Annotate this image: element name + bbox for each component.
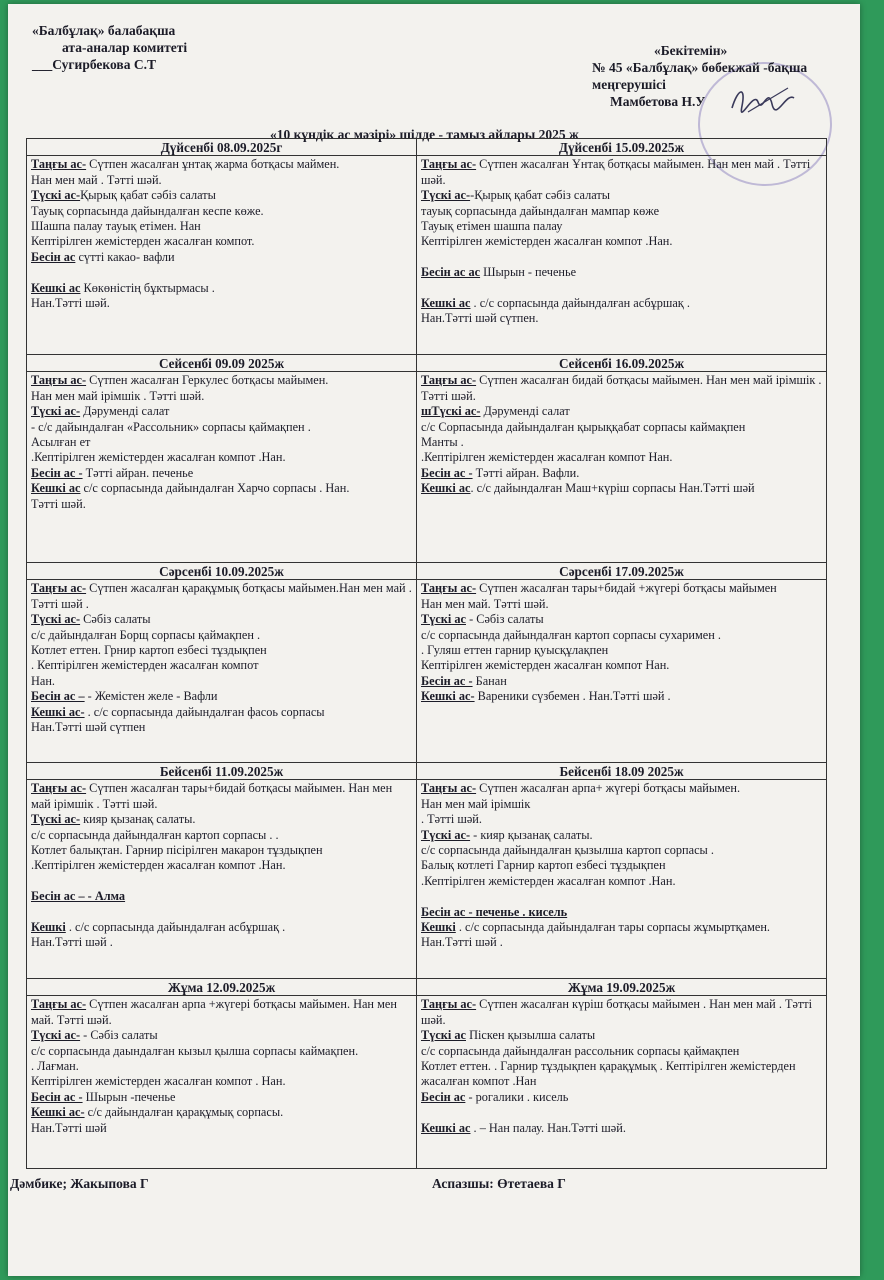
meal-text: Көкөністің бұктырмасы .: [80, 280, 215, 295]
menu-line: [421, 404, 822, 419]
menu-line: [31, 466, 412, 481]
menu-line: [31, 420, 412, 435]
menu-line: [421, 373, 822, 404]
menu-line: [421, 420, 822, 435]
meal-text: с/с сорпасында дайындалған қызылша картоп сорпасы .: [421, 843, 714, 858]
day-cell: [27, 139, 417, 355]
menu-line: [31, 889, 412, 904]
menu-line: [421, 628, 822, 643]
menu-line: [31, 935, 412, 950]
menu-table: [26, 138, 827, 1169]
meal-text: .Кептірілген жемістерден жасалған компот Нан.: [421, 450, 673, 465]
meal-text: Тауық сорпасында дайындалған кеспе көже.: [31, 203, 264, 218]
meal-text: Котлет еттен. Грнир картоп езбесі тұздықпен: [31, 643, 267, 658]
menu-line: [421, 265, 822, 280]
day-heading: Сәрсенбі 17.09.2025ж: [417, 563, 826, 580]
day-heading: Сейсенбі 16.09.2025ж: [417, 355, 826, 372]
day-heading: Дүйсенбі 08.09.2025г: [27, 139, 416, 156]
meal-text: Сүтпен жасалған арпа +жүгері ботқасы майымен. Нан мен май. Тәтті шәй.: [31, 997, 397, 1027]
menu-line: [421, 1028, 822, 1043]
menu-line: [31, 874, 412, 889]
meal-text: Балық котлеті Гарнир картоп езбесі тұздықпен: [421, 858, 666, 873]
menu-line: [421, 234, 822, 249]
meal-text: Банан: [472, 673, 507, 688]
meal-label: Бесін ас: [421, 1089, 466, 1104]
meal-label: Кешкі ас-: [31, 1105, 85, 1120]
menu-line: [31, 1121, 412, 1136]
menu-line: [421, 1121, 822, 1136]
approval-line-2: № 45 «Балбұлақ» бөбекжай -бақша: [592, 60, 808, 75]
meal-label: Бесін ас – - Алма: [31, 889, 126, 904]
meal-text: Нан мен май ірімшік . Тәтті шәй.: [31, 388, 205, 403]
day-heading: Сейсенбі 09.09 2025ж: [27, 355, 416, 372]
meal-text: Сүтпен жасалған қарақұмық ботқасы майымен.Нан мен май . Тәтті шәй .: [31, 581, 412, 611]
menu-line: [31, 997, 412, 1028]
menu-line: [31, 1059, 412, 1074]
meal-text: .Кептірілген жемістерден жасалған компот .Нан.: [31, 450, 286, 465]
meal-label: Түскі ас-: [31, 612, 81, 627]
day-cell: [27, 763, 417, 979]
meal-text: сүтті какао- вафли: [75, 249, 175, 264]
meal-label: Таңғы ас-: [421, 157, 477, 172]
menu-line: [31, 1028, 412, 1043]
menu-line: [421, 858, 822, 873]
menu-line: [31, 1090, 412, 1105]
menu-line: [421, 281, 822, 296]
day-cell: [417, 139, 827, 355]
menu-line: [31, 281, 412, 296]
menu-line: [421, 658, 822, 673]
day-heading: Бейсенбі 18.09 2025ж: [417, 763, 826, 780]
meal-text: Котлет балықтан. Гарнир пісірілген макарон тұздықпен: [31, 843, 323, 858]
meal-label: Таңғы ас-: [421, 997, 477, 1012]
footer-right: Аспазшы: Өтетаева Г: [432, 1176, 566, 1191]
menu-line: [31, 389, 412, 404]
menu-line: [31, 373, 412, 388]
meal-text: Нан.Тәтті шәй .: [31, 935, 113, 950]
meal-text: . с/с сорпасында дайындалған фасоь сорпасы: [84, 704, 325, 719]
menu-line: [31, 905, 412, 920]
meal-text: . Лағман.: [31, 1059, 79, 1074]
menu-line: [31, 1105, 412, 1120]
meal-text: Кептірілген жемістерден жасалған компот .Нан.: [421, 234, 673, 249]
menu-line: [31, 720, 412, 735]
day-heading: Жұма 19.09.2025ж: [417, 979, 826, 996]
menu-line: [421, 643, 822, 658]
menu-line: [31, 450, 412, 465]
day-menu: [417, 580, 826, 706]
menu-line: [421, 581, 822, 596]
meal-text: тауық сорпасында дайындалған мампар көже: [421, 203, 660, 218]
meal-label: Таңғы ас-: [31, 581, 87, 596]
meal-text: с/с сорпасында дайындалған картоп сорпасы сухаримен .: [421, 627, 721, 642]
day-cell: [417, 355, 827, 563]
meal-text: Сүтпен жасалған тары+бидай ботқасы майымен. Нан мен май ірімшік . Тәтті шәй.: [31, 781, 393, 811]
meal-text: Нан.: [31, 673, 55, 688]
meal-text: - кияр қызанақ салаты.: [470, 827, 593, 842]
menu-line: [421, 612, 822, 627]
day-menu: [417, 780, 826, 952]
menu-line: [31, 404, 412, 419]
menu-line: [421, 781, 822, 796]
meal-text: Шырын - печенье: [480, 265, 577, 280]
day-menu: [417, 156, 826, 328]
menu-line: [421, 1090, 822, 1105]
menu-line: [31, 157, 412, 172]
meal-text: . с/с сорпасында дайындалған асбұршақ .: [470, 296, 690, 311]
meal-label: Таңғы ас-: [31, 157, 87, 172]
meal-label: Бесін ас -: [31, 465, 83, 480]
meal-text: с/с сорпасында дайындалған картоп сорпасы . .: [31, 827, 279, 842]
meal-label: Түскі ас-: [421, 188, 471, 203]
meal-label: Түскі ас-: [421, 827, 471, 842]
menu-line: [421, 311, 822, 326]
day-menu: [27, 580, 416, 737]
meal-label: Таңғы ас-: [421, 581, 477, 596]
day-heading: Сәрсенбі 10.09.2025ж: [27, 563, 416, 580]
menu-line: [31, 265, 412, 280]
menu-line: [31, 497, 412, 512]
day-cell: [27, 563, 417, 763]
menu-line: [31, 296, 412, 311]
meal-text: Сүтпен жасалған күріш ботқасы майымен . Нан мен май . Тәтті шәй.: [421, 997, 813, 1027]
meal-text: с/с дайындалған Борщ сорпасы қаймақпен .: [31, 627, 261, 642]
menu-line: [31, 481, 412, 496]
meal-text: .Кептірілген жемістерден жасалған компот .Нан.: [421, 873, 676, 888]
meal-label: Кешкі: [31, 920, 66, 935]
menu-line: [31, 234, 412, 249]
menu-line: [31, 843, 412, 858]
menu-line: [421, 874, 822, 889]
meal-text: Асылған ет: [31, 435, 91, 450]
meal-text: Тәтті айран. Вафли.: [472, 465, 580, 480]
menu-line: [421, 997, 822, 1028]
menu-line: [421, 1044, 822, 1059]
menu-line: [31, 858, 412, 873]
meal-label: Кешкі: [421, 920, 456, 935]
meal-text: Шашпа палау тауық етімен. Нан: [31, 219, 201, 234]
menu-line: [421, 843, 822, 858]
meal-text: Нан.Тәтті шәй.: [31, 296, 110, 311]
menu-line: [421, 597, 822, 612]
meal-label: Түскі ас-: [31, 188, 81, 203]
day-heading: Дүйсенбі 15.09.2025ж: [417, 139, 826, 156]
meal-label: Түскі ас: [421, 612, 466, 627]
meal-label: Түскі ас-: [31, 812, 81, 827]
meal-label: Бесін ас ас: [421, 265, 481, 280]
menu-line: [31, 1044, 412, 1059]
meal-text: Нан.Тәтті шәй: [31, 1120, 107, 1135]
meal-text: . Гуляш еттен гарнир қуысқұлақпен: [421, 643, 609, 658]
menu-line: [31, 812, 412, 827]
meal-text: Кептірілген жемістерден жасалған компот . Нан.: [31, 1074, 286, 1089]
meal-text: Сүтпен жасалған бидай ботқасы майымен. Нан мен май ірімшік . Тәтті шәй.: [421, 373, 822, 403]
menu-line: [421, 466, 822, 481]
day-cell: [417, 979, 827, 1169]
menu-line: [421, 920, 822, 951]
meal-text: - Сәбіз салаты: [466, 612, 544, 627]
meal-label: Бесін ас -: [31, 1089, 83, 1104]
menu-line: [421, 204, 822, 219]
meal-text: . Кептірілген жемістерден жасалған компот: [31, 658, 259, 673]
meal-text: Нан мен май. Тәтті шәй.: [421, 596, 549, 611]
meal-label: Түскі ас: [421, 1028, 466, 1043]
meal-text: Тәтті шәй.: [31, 496, 86, 511]
menu-line: [31, 173, 412, 188]
menu-line: [31, 674, 412, 689]
meal-text: Нан.Тәтті шәй сүтпен: [31, 720, 146, 735]
menu-line: [421, 481, 822, 496]
meal-label: Кешкі ас-: [31, 704, 85, 719]
meal-text: - Сәбіз салаты: [80, 1028, 158, 1043]
meal-text: .Кептірілген жемістерден жасалған компот .Нан.: [31, 858, 286, 873]
menu-line: [31, 188, 412, 203]
meal-label: Бесін ас -: [421, 465, 473, 480]
day-heading: Жұма 12.09.2025ж: [27, 979, 416, 996]
committee-line-3: ___Сугирбекова С.Т: [32, 57, 156, 72]
day-cell: [417, 563, 827, 763]
approval-line-4: Мамбетова Н.У: [610, 94, 706, 109]
meal-text: Вареники сүзбемен . Нан.Тәтті шәй .: [474, 689, 671, 704]
meal-text: Манты .: [421, 435, 464, 450]
meal-label: Бесін ас –: [31, 689, 85, 704]
menu-line: [31, 781, 412, 812]
meal-label: Таңғы ас-: [31, 997, 87, 1012]
committee-line-2: ата-аналар комитеті: [62, 40, 188, 55]
menu-line: [421, 250, 822, 265]
meal-label: шТүскі ас-: [421, 404, 481, 419]
meal-text: с/с Сорпасында дайындалған қырыққабат сорпасы каймақпен: [421, 419, 746, 434]
meal-text: - Жемістен желе - Вафли: [84, 689, 218, 704]
menu-line: [421, 812, 822, 827]
day-heading: Бейсенбі 11.09.2025ж: [27, 763, 416, 780]
menu-line: [31, 435, 412, 450]
meal-text: Тауық етімен шашпа палау: [421, 219, 563, 234]
menu-line: [31, 658, 412, 673]
menu-line: [421, 450, 822, 465]
meal-text: Қырық қабат сәбіз салаты: [80, 188, 216, 203]
meal-label: Бесін ас -: [421, 673, 473, 688]
approval-line-3: меңгерушісі: [592, 77, 666, 92]
meal-label: Бесін ас - печенье . кисель: [421, 904, 568, 919]
meal-text: . Тәтті шәй.: [421, 812, 482, 827]
menu-line: [421, 435, 822, 450]
meal-text: Кептірілген жемістерден жасалған компот.: [31, 234, 255, 249]
menu-line: [31, 1074, 412, 1089]
meal-label: Бесін ас: [31, 249, 76, 264]
menu-line: [421, 689, 822, 704]
meal-label: Таңғы ас-: [421, 781, 477, 796]
day-menu: [27, 996, 416, 1138]
approval-block: [592, 42, 854, 110]
meal-text: с/с сорпасында даындалған кызыл қылша сорпасы каймақпен.: [31, 1043, 359, 1058]
day-menu: [417, 996, 826, 1138]
meal-text: -Қырық қабат сәбіз салаты: [470, 188, 610, 203]
menu-line: [31, 219, 412, 234]
menu-line: [31, 250, 412, 265]
meal-text: Шырын -печенье: [82, 1089, 176, 1104]
menu-line: [31, 628, 412, 643]
meal-label: Түскі ас-: [31, 404, 81, 419]
menu-line: [421, 797, 822, 812]
footer-left: Дәмбике; Жакыпова Г: [10, 1176, 149, 1191]
menu-line: [31, 612, 412, 627]
page-title: «10 күндік ас мәзірі» шілде - тамыз айлары 2025 ж: [270, 127, 579, 142]
meal-text: кияр қызанақ салаты.: [80, 812, 196, 827]
menu-line: [421, 157, 822, 188]
meal-text: . с/с дайындалған Маш+күріш сорпасы Нан.Тәтті шәй: [470, 481, 755, 496]
menu-line: [31, 204, 412, 219]
menu-line: [31, 828, 412, 843]
meal-text: Нан мен май ірімшік: [421, 796, 531, 811]
menu-line: [421, 674, 822, 689]
menu-line: [31, 920, 412, 935]
meal-text: Сәбіз салаты: [80, 612, 151, 627]
approval-line-1: «Бекітемін»: [654, 43, 728, 58]
meal-text: Дәрумендi салат: [480, 404, 570, 419]
meal-label: Таңғы ас-: [31, 373, 87, 388]
menu-line: [421, 219, 822, 234]
meal-text: с/с дайындалған қарақұмық сорпасы.: [84, 1105, 284, 1120]
meal-label: Кешкі ас: [31, 481, 81, 496]
day-cell: [417, 763, 827, 979]
meal-text: Нан.Тәтті шәй сүтпен.: [421, 311, 539, 326]
meal-text: Котлет еттен. . Гарнир тұздықпен қарақұмық . Кептірілген жемістерден жасалған компот .Нан: [421, 1059, 796, 1089]
meal-text: Сүтпен жасалған Ұнтақ ботқасы майымен. Нан мен май . Тәтті шәй.: [421, 157, 811, 187]
menu-line: [31, 581, 412, 612]
meal-label: Кешкі ас: [421, 481, 471, 496]
meal-text: . с/с сорпасында дайындалған асбұршақ .: [65, 920, 286, 935]
meal-label: Кешкі ас-: [421, 689, 475, 704]
meal-text: Тәтті айран. печенье: [82, 465, 194, 480]
menu-line: [421, 1059, 822, 1090]
meal-text: с/с сорпасында дайындалған Харчо сорпасы . Нан.: [80, 481, 350, 496]
meal-label: Кешкі ас: [421, 296, 471, 311]
committee-block: [32, 22, 187, 73]
menu-line: [31, 643, 412, 658]
meal-text: . – Нан палау. Нан.Тәтті шәй.: [470, 1120, 626, 1135]
meal-label: Таңғы ас-: [421, 373, 477, 388]
meal-text: Дәрумендi салат: [80, 404, 170, 419]
meal-text: Сүтпен жасалған тары+бидай +жүгері ботқасы майымен: [476, 581, 777, 596]
menu-line: [421, 889, 822, 904]
meal-text: - с/с дайындалған «Рассольник» сорпасы қаймақпен .: [31, 419, 311, 434]
meal-label: Түскі ас-: [31, 1028, 81, 1043]
menu-line: [421, 828, 822, 843]
meal-text: Піскен қызылша салаты: [466, 1028, 596, 1043]
meal-text: Сүтпен жасалған Геркулес ботқасы майымен.: [86, 373, 329, 388]
day-menu: [417, 372, 826, 498]
meal-label: Кешкі ас: [421, 1120, 471, 1135]
menu-line: [421, 188, 822, 203]
meal-text: Нан мен май . Тәтті шәй.: [31, 172, 162, 187]
menu-line: [421, 1105, 822, 1120]
meal-text: . с/с сорпасында дайындалған тары сорпасы жұмыртқамен. Нан.Тәтті шәй .: [421, 920, 770, 950]
day-menu: [27, 372, 416, 514]
meal-text: Кептірілген жемістерден жасалған компот Нан.: [421, 658, 670, 673]
menu-line: [421, 296, 822, 311]
meal-text: Сүтпен жасалған арпа+ жүгері ботқасы майымен.: [476, 781, 741, 796]
meal-text: - рогалики . кисель: [465, 1089, 569, 1104]
meal-text: Сүтпен жасалған ұнтақ жарма ботқасы маймен.: [86, 157, 340, 172]
menu-line: [31, 689, 412, 704]
meal-text: с/с сорпасында дайындалған рассольник сорпасы қаймақпен: [421, 1043, 740, 1058]
meal-label: Кешкі ас: [31, 280, 81, 295]
menu-line: [421, 905, 822, 920]
committee-line-1: «Балбұлақ» балабақша: [32, 23, 176, 38]
menu-line: [31, 705, 412, 720]
day-cell: [27, 355, 417, 563]
meal-label: Таңғы ас-: [31, 781, 87, 796]
day-cell: [27, 979, 417, 1169]
day-menu: [27, 156, 416, 313]
day-menu: [27, 780, 416, 952]
